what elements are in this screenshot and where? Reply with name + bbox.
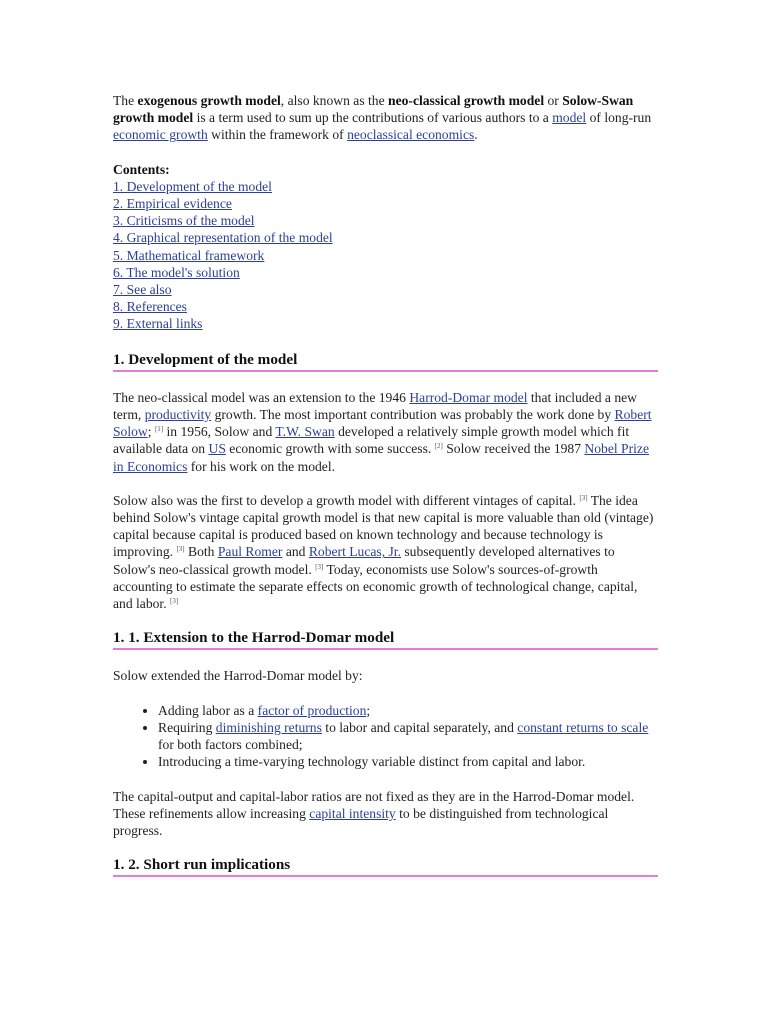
- toc-link-empirical[interactable]: 2. Empirical evidence: [113, 196, 232, 212]
- term-neoclassical: neo-classical growth model: [388, 93, 545, 108]
- list-item: • Requiring diminishing returns to labor and capital separately, and constant returns to scale for both factors combined;: [158, 719, 658, 753]
- link-us[interactable]: US: [208, 441, 226, 457]
- section-heading-short-run: 1. 2. Short run implications: [113, 856, 658, 877]
- toc-link-development[interactable]: 1. Development of the model: [113, 178, 272, 194]
- section-heading-extension: 1. 1. Extension to the Harrod-Domar model: [113, 629, 658, 650]
- table-of-contents: [113, 161, 658, 333]
- link-model[interactable]: model: [552, 110, 587, 126]
- extension-paragraph-2: The capital-output and capital-labor ratios are not fixed as they are in the Harrod-Domar model. These refinements allow increasing capital intensity to be distinguished from technological progress.: [113, 788, 635, 838]
- citation[interactable]: [3]: [579, 493, 588, 502]
- development-paragraph-2: Solow also was the first to develop a growth model with different vintages of capital. [3] The idea behind Solow's vintage capital growth model is that new capital is more valuable than old (vintage) capital because capital is produced based on known technology and because technology is improving. [3] Both Paul Romer and Robert Lucas, Jr. subsequently developed alternatives to Solow's neo-classical growth model. [3] Today, economists use Solow's sources-of-growth accounting to estimate the separate effects on economic growth of technological change, capital, and labor. [3]: [113, 492, 654, 612]
- development-paragraph-1: The neo-classical model was an extension to the 1946 Harrod-Domar model that included a new term, productivity growth. The most important contribution was probably the work done by Robert Solow; [1] in 1956, Solow and T.W. Swan developed a relatively simple growth model which fit available data on US economic growth with some success. [2] Solow received the 1987 Nobel Prize in Economics for his work on the model.: [113, 389, 652, 474]
- link-robert-solow[interactable]: Robert Solow: [113, 407, 652, 440]
- list-item: • Adding labor as a factor of production;: [158, 702, 658, 719]
- intro-paragraph: The exogenous growth model, also known as the neo-classical growth model or Solow-Swan growth model is a term used to sum up the contributions of various authors to a model of long-run economic growth within the framework of neoclassical economics.: [113, 93, 652, 143]
- citation[interactable]: [3]: [170, 597, 179, 606]
- term-exogenous: exogenous growth model: [137, 93, 281, 108]
- link-neoclassical-economics[interactable]: neoclassical economics: [347, 127, 475, 143]
- citation[interactable]: [1]: [154, 425, 164, 434]
- link-tw-swan[interactable]: T.W. Swan: [275, 424, 335, 440]
- extension-list: [113, 702, 658, 771]
- toc-link-external[interactable]: 9. External links: [113, 316, 203, 332]
- citation[interactable]: [3]: [315, 562, 324, 571]
- link-harrod-domar[interactable]: Harrod-Domar model: [409, 389, 528, 405]
- toc-link-graphical[interactable]: 4. Graphical representation of the model: [113, 230, 333, 246]
- toc-link-criticisms[interactable]: 3. Criticisms of the model: [113, 213, 255, 229]
- article: [113, 92, 658, 877]
- toc-link-see-also[interactable]: 7. See also: [113, 282, 172, 298]
- link-factor-of-production[interactable]: factor of production: [257, 702, 367, 718]
- link-paul-romer[interactable]: Paul Romer: [217, 544, 283, 560]
- citation[interactable]: [2]: [434, 442, 443, 451]
- extension-lead: Solow extended the Harrod-Domar model by:: [113, 668, 363, 684]
- link-constant-returns[interactable]: constant returns to scale: [517, 719, 649, 735]
- toc-link-references[interactable]: 8. References: [113, 299, 187, 315]
- section-heading-development: 1. Development of the model: [113, 351, 658, 372]
- link-capital-intensity[interactable]: capital intensity: [309, 805, 396, 821]
- link-economic-growth[interactable]: economic growth: [113, 127, 208, 143]
- link-robert-lucas[interactable]: Robert Lucas, Jr.: [308, 544, 401, 560]
- citation[interactable]: [3]: [176, 545, 185, 554]
- list-item: • Introducing a time-varying technology variable distinct from capital and labor.: [158, 753, 658, 770]
- toc-link-solution[interactable]: 6. The model's solution: [113, 264, 240, 280]
- term-solow-swan: Solow-Swan growth model: [113, 93, 634, 126]
- link-productivity[interactable]: productivity: [144, 407, 212, 423]
- link-nobel-prize[interactable]: Nobel Prize in Economics: [113, 441, 649, 474]
- link-diminishing-returns[interactable]: diminishing returns: [215, 719, 322, 735]
- contents-title: Contents:: [113, 161, 170, 177]
- toc-link-mathematical[interactable]: 5. Mathematical framework: [113, 247, 265, 263]
